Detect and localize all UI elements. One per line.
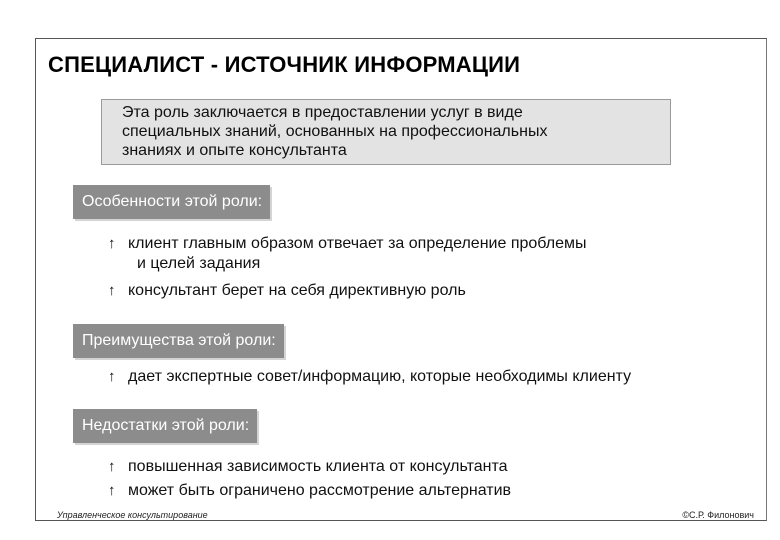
definition-box [101, 99, 671, 165]
list-item [108, 457, 508, 477]
arrow-up-icon: ↑ [108, 482, 116, 499]
disadvantages-heading: Недостатки этой роли: [73, 409, 257, 443]
definition-line: знаниях и опыте консультанта [122, 142, 347, 159]
arrow-up-icon: ↑ [108, 458, 116, 475]
list-item [108, 234, 586, 274]
features-heading: Особенности этой роли: [73, 185, 270, 219]
list-item-text: клиент главным образом отвечает за определение проблемы [128, 235, 587, 252]
list-item [108, 481, 511, 501]
list-item [108, 281, 466, 301]
list-item-text: консультант берет на себя директивную роль [128, 282, 466, 299]
footer-copyright: ©С.Р. Филонович [678, 510, 758, 520]
list-item-text-continued: и целей задания [137, 255, 261, 272]
list-item-text: дает экспертные совет/информацию, которые необходимы клиенту [128, 368, 632, 385]
arrow-up-icon: ↑ [108, 368, 116, 385]
advantages-heading: Преимущества этой роли: [73, 324, 284, 358]
list-item-text: может быть ограничено рассмотрение альтернатив [128, 482, 512, 499]
list-item [108, 367, 631, 387]
slide-title: СПЕЦИАЛИСТ - ИСТОЧНИК ИНФОРМАЦИИ [48, 52, 521, 77]
arrow-up-icon: ↑ [108, 235, 116, 252]
arrow-up-icon: ↑ [108, 282, 116, 299]
definition-line: специальных знаний, основанных на профессиональных [122, 123, 548, 140]
footer-course-name: Управленческое консультирование [53, 510, 212, 520]
list-item-text: повышенная зависимость клиента от консультанта [128, 458, 508, 475]
definition-line: Эта роль заключается в предоставлении услуг в виде [122, 104, 523, 121]
